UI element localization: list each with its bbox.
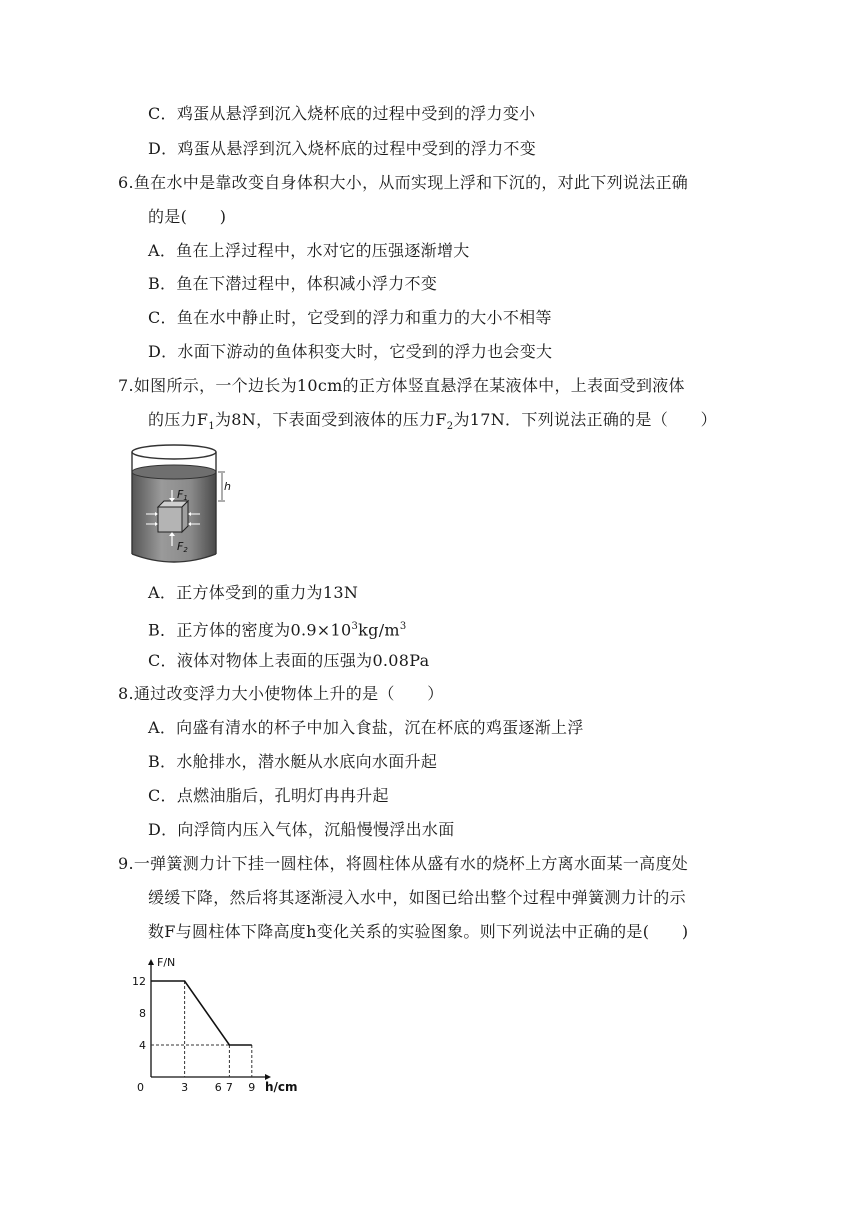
q8-option-c: C．点燃油脂后，孔明灯冉冉升起 <box>148 786 389 805</box>
q9-stem-line2: 缓缓下降，然后将其逐渐浸入水中，如图已给出整个过程中弹簧测力计的示 <box>148 888 686 907</box>
x-tick-label-6: 6 <box>214 1081 222 1094</box>
y-tick-label-4: 4 <box>139 1039 146 1052</box>
q7-option-c: C．液体对物体上表面的压强为0.08Pa <box>148 651 430 670</box>
label-f1: F1 <box>177 488 188 502</box>
q9-stem-line3: 数F与圆柱体下降高度h变化关系的实验图象。则下列说法中正确的是( ) <box>148 922 689 941</box>
q7-option-b <box>148 616 407 641</box>
q8-option-a: A．向盛有清水的杯子中加入食盐，沉在杯底的鸡蛋逐渐上浮 <box>148 718 584 737</box>
q7-stem-line1: 7.如图所示，一个边长为10cm的正方体竖直悬浮在某液体中，上表面受到液体 <box>118 376 685 395</box>
q8-option-d: D．向浮筒内压入气体，沉船慢慢浮出水面 <box>148 820 455 839</box>
q6-option-b: B．鱼在下潜过程中，体积减小浮力不变 <box>148 274 438 293</box>
q7-beaker-figure <box>128 442 231 572</box>
y-tick-label-12: 12 <box>132 975 146 988</box>
x-tick-label-0: 0 <box>137 1081 144 1094</box>
y-tick-label-8: 8 <box>139 1007 146 1020</box>
q6-option-d: D．水面下游动的鱼体积变大时，它受到的浮力也会变大 <box>148 342 553 361</box>
x-tick-label-9: 9 <box>248 1081 256 1094</box>
q7-stem-part-b: 为8N，下表面受到液体的压力F <box>214 410 447 429</box>
q7-f1-subscript: 1 <box>208 421 215 433</box>
cube <box>158 501 188 532</box>
beaker-rim <box>132 445 216 459</box>
y-axis-label: F/N <box>157 956 176 969</box>
x-axis-label: h/cm <box>265 1080 298 1094</box>
q7-option-b-unit-exp: 3 <box>399 621 407 632</box>
q7-stem-part-a: 的压力F <box>148 410 209 429</box>
liquid-surface <box>132 465 216 479</box>
q6-option-c: C．鱼在水中静止时，它受到的浮力和重力的大小不相等 <box>148 308 552 327</box>
q5-option-d: D．鸡蛋从悬浮到沉入烧杯底的过程中受到的浮力不变 <box>148 139 537 158</box>
q8-option-b: B．水舱排水，潜水艇从水底向水面升起 <box>148 752 438 771</box>
q7-stem-line2 <box>148 409 717 438</box>
q6-stem-line1: 6.鱼在水中是靠改变自身体积大小，从而实现上浮和下沉的，对此下列说法正确 <box>118 173 689 192</box>
series-line <box>151 981 252 1045</box>
x-tick-label-3: 3 <box>181 1081 189 1094</box>
q7-option-a: A．正方体受到的重力为13N <box>148 583 359 602</box>
q6-stem-line2: 的是( ) <box>148 207 227 226</box>
q7-option-b-part-a: B．正方体的密度为0.9×10 <box>148 620 352 640</box>
q5-option-c: C．鸡蛋从悬浮到沉入烧杯底的过程中受到的浮力变小 <box>148 104 536 123</box>
x-tick-label-7: 7 <box>225 1081 233 1094</box>
q6-option-a: A．鱼在上浮过程中，水对它的压强逐渐增大 <box>148 241 470 260</box>
label-h: h <box>224 480 231 493</box>
q9-force-height-chart <box>128 952 298 1094</box>
q7-option-b-part-b: kg/m <box>358 620 400 640</box>
q8-stem: 8.通过改变浮力大小使物体上升的是（ ） <box>118 684 444 703</box>
q7-stem-part-c: 为17N．下列说法正确的是（ ） <box>453 410 717 429</box>
label-f2: F2 <box>177 540 188 554</box>
y-axis-arrow <box>148 959 154 965</box>
q7-f2-subscript: 2 <box>446 421 454 433</box>
q7-option-b-exp: 3 <box>351 621 359 632</box>
q9-stem-line1: 9.一弹簧测力计下挂一圆柱体，将圆柱体从盛有水的烧杯上方离水面某一高度处 <box>118 854 689 873</box>
